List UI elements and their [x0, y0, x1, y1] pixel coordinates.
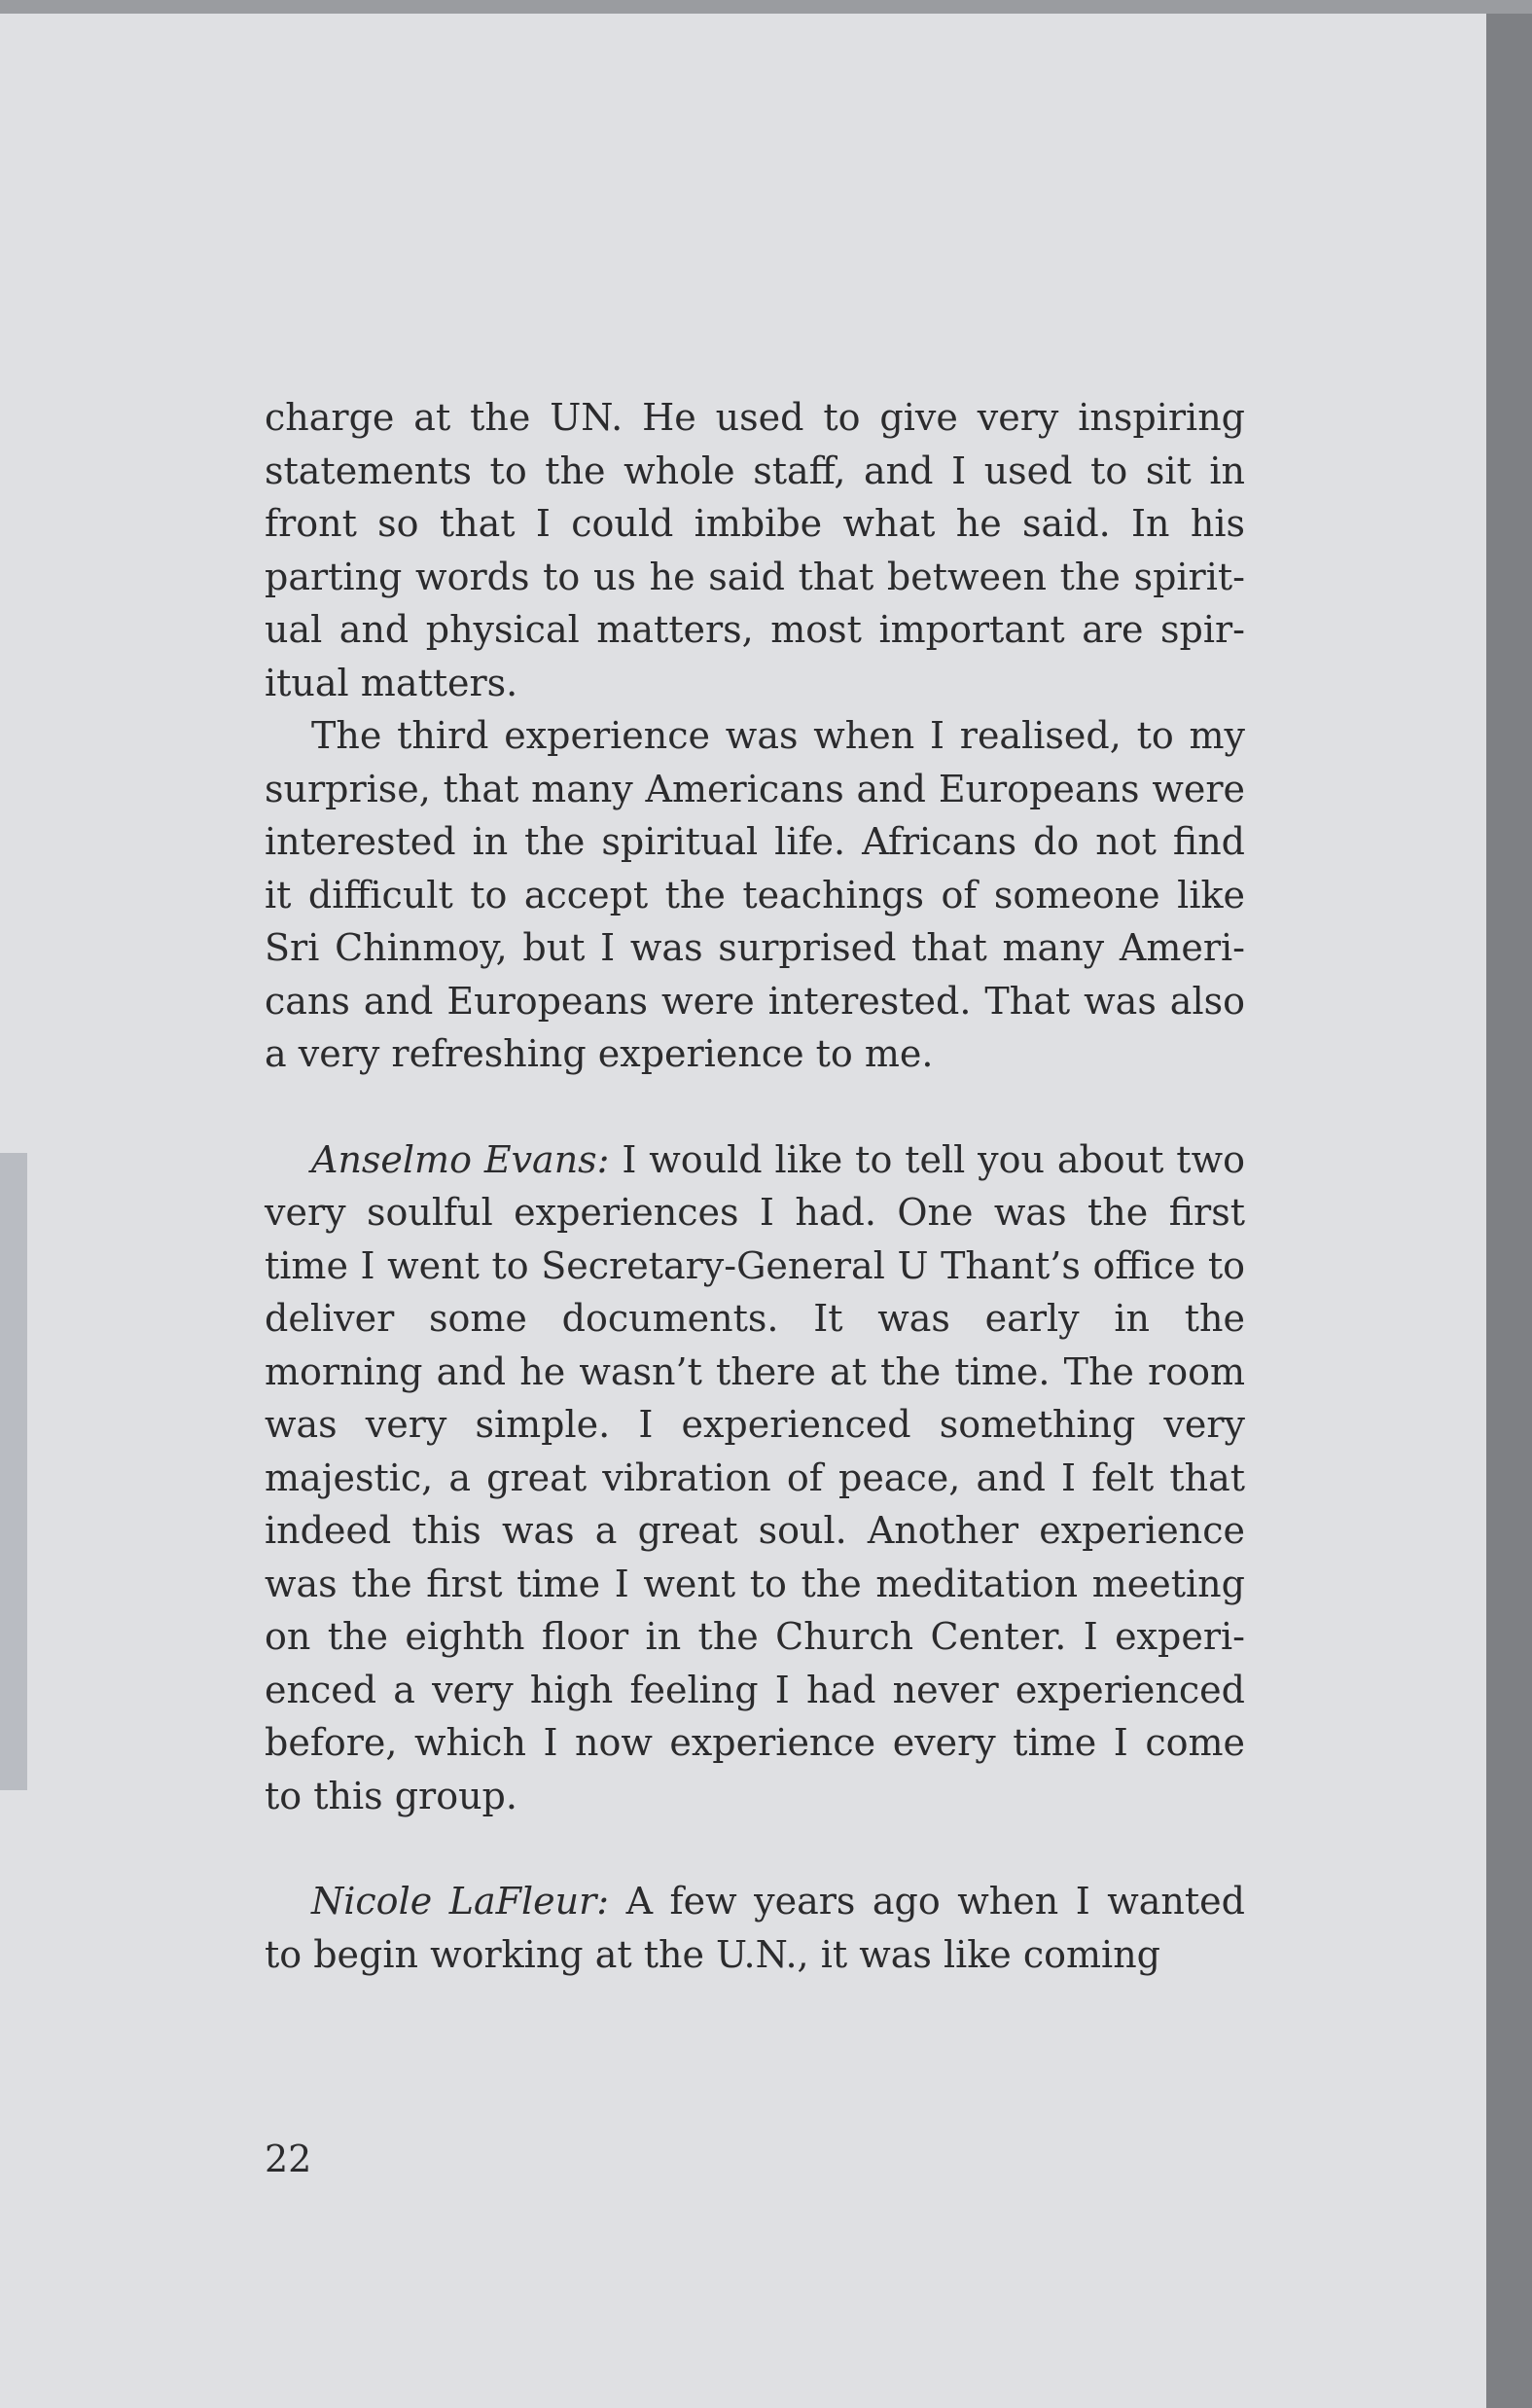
speaker-text: A few years ago when I wanted to begin working at the U.N., it was like coming — [265, 1880, 1245, 1976]
scan-edge-right — [1486, 0, 1532, 2408]
speaker-name: Nicole LaFleur: — [311, 1880, 610, 1923]
body-text — [265, 391, 1245, 1981]
speaker-name: Anselmo Evans: — [311, 1137, 610, 1181]
speaker-text: I would like to tell you about two very soulful experiences I had. One was the first time I went to Secretary-General U Thant’s office to deliver some documents. It was early in the morning and he wasn’t there at the time. The room was very simple. I experienced something very majestic, a great vibration of peace, and I felt that indeed this was a great soul. Another experience was the first time I went to the meditation meeting on the eighth floor in the Church Center. I experienced a very high feeling I had never experienced before, which I now experience every time I come to this group. — [265, 1137, 1245, 1817]
page-number: 22 — [265, 2138, 312, 2180]
paragraph-continuation: charge at the UN. He used to give very inspiring statements to the whole staff, and I used to sit in front so that I could imbibe what he said. In his parting words to us he said that between the spiritual and physical matters, most important are spiritual matters. — [265, 396, 1245, 704]
paragraph-third-experience: The third experience was when I realised, to my surprise, that many Americans and Europeans were interested in the spiritual life. Africans do not find it difficult to accept the teachings of someone like Sri Chinmoy, but I was surprised that many Americans and Europeans were interested. That was also a very refreshing experience to me. — [265, 714, 1245, 1075]
scan-edge-left — [0, 1153, 27, 1790]
scan-edge-top — [0, 0, 1532, 14]
paragraph-anselmo-evans — [265, 1133, 1245, 1823]
paragraph-nicole-lafleur — [265, 1875, 1245, 1981]
